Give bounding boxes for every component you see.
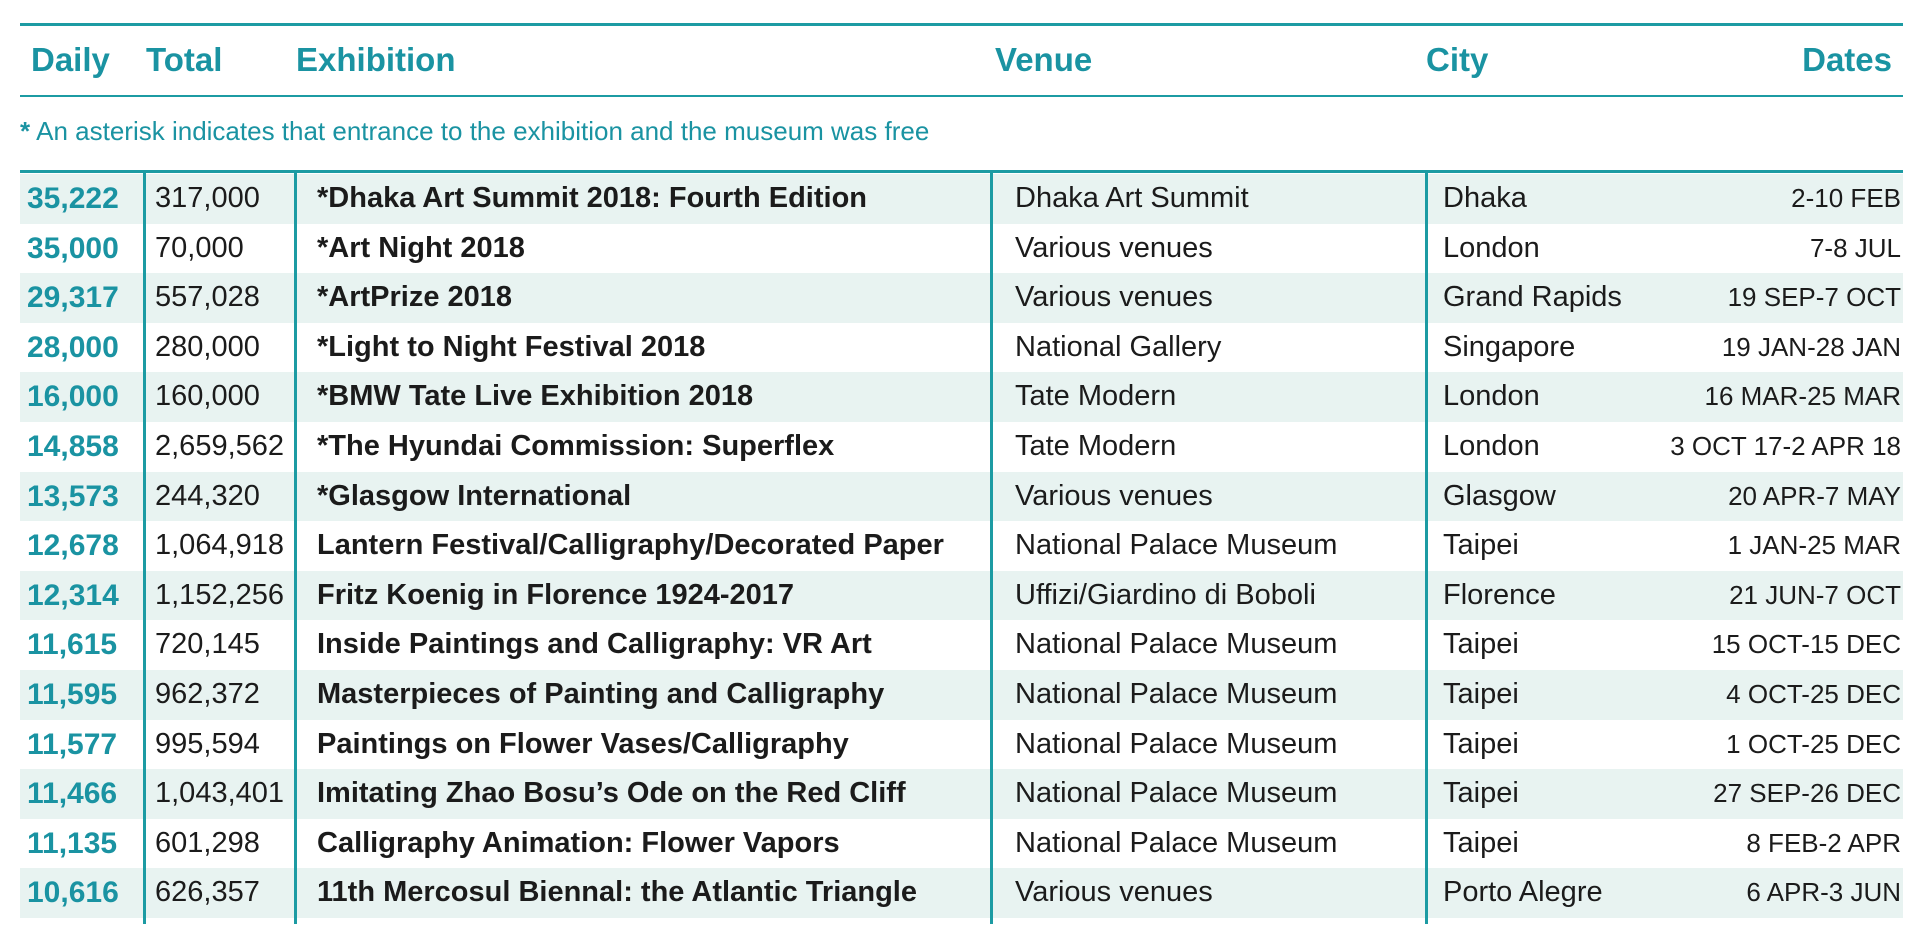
- dates-value: 15 OCT-15 DEC: [1711, 629, 1901, 660]
- dates-value: 21 JUN-7 OCT: [1729, 579, 1901, 610]
- exhibition-name: *Light to Night Festival 2018: [317, 330, 706, 363]
- header-city: City: [1426, 41, 1489, 78]
- dates-value: 8 FEB-2 APR: [1746, 827, 1901, 858]
- exhibition-name: Imitating Zhao Bosu’s Ode on the Red Cliff: [317, 777, 906, 810]
- column-divider-total: [143, 172, 146, 924]
- city-name: Florence: [1443, 578, 1556, 611]
- total-value: 1,152,256: [155, 578, 285, 611]
- city-name: Grand Rapids: [1443, 281, 1622, 314]
- dates-value: 2-10 FEB: [1791, 183, 1901, 213]
- exhibition-name: Inside Paintings and Calligraphy: VR Art: [317, 628, 872, 661]
- table-row: [20, 571, 1903, 621]
- table-row: [20, 273, 1903, 323]
- total-value: 557,028: [155, 281, 260, 314]
- total-value: 1,064,918: [155, 529, 285, 562]
- total-value: 160,000: [155, 380, 260, 413]
- dates-value: 19 SEP-7 OCT: [1727, 282, 1901, 313]
- table-row: [20, 422, 1903, 472]
- daily-value: 13,573: [27, 479, 119, 513]
- exhibition-name: Fritz Koenig in Florence 1924-2017: [317, 578, 795, 611]
- dates-value: 7-8 JUL: [1809, 232, 1901, 263]
- total-value: 995,594: [155, 727, 260, 760]
- daily-value: 11,595: [27, 677, 118, 711]
- total-value: 70,000: [155, 231, 244, 264]
- header-daily: Daily: [31, 41, 110, 78]
- dates-value: 20 APR-7 MAY: [1728, 480, 1901, 511]
- dates-value: 1 OCT-25 DEC: [1726, 728, 1901, 759]
- free-entry-note: [20, 114, 929, 148]
- venue-name: National Palace Museum: [1015, 826, 1338, 859]
- total-value: 601,298: [155, 826, 260, 859]
- venue-name: Uffizi/Giardino di Boboli: [1015, 578, 1316, 611]
- table-row: [20, 521, 1903, 571]
- venue-name: Various venues: [1015, 281, 1213, 314]
- city-name: London: [1443, 380, 1540, 413]
- header-total: Total: [146, 41, 223, 78]
- note-text: An asterisk indicates that entrance to the exhibition and the museum was free: [36, 116, 930, 146]
- venue-name: National Palace Museum: [1015, 529, 1338, 562]
- venue-name: Various venues: [1015, 231, 1213, 264]
- venue-name: Various venues: [1015, 479, 1213, 512]
- dates-value: 4 OCT-25 DEC: [1726, 678, 1901, 709]
- daily-value: 12,678: [27, 529, 119, 563]
- venue-name: Tate Modern: [1015, 380, 1177, 413]
- column-divider-city: [1425, 172, 1428, 924]
- table-row: [20, 819, 1903, 869]
- header-dates: Dates: [1802, 41, 1892, 78]
- total-value: 317,000: [155, 182, 260, 214]
- venue-name: Tate Modern: [1015, 429, 1177, 462]
- city-name: London: [1443, 429, 1540, 462]
- exhibition-name: Calligraphy Animation: Flower Vapors: [317, 826, 840, 859]
- city-name: Taipei: [1443, 826, 1519, 859]
- venue-name: National Palace Museum: [1015, 727, 1338, 760]
- table-row: [20, 372, 1903, 422]
- dates-value: 19 JAN-28 JAN: [1721, 331, 1901, 362]
- table-row: [20, 620, 1903, 670]
- exhibition-name: 11th Mercosul Biennal: the Atlantic Triangle: [317, 876, 917, 909]
- city-name: Taipei: [1443, 777, 1519, 810]
- daily-value: 16,000: [27, 380, 119, 414]
- exhibition-name: *ArtPrize 2018: [317, 281, 513, 314]
- header-exhibition: Exhibition: [296, 41, 456, 78]
- daily-value: 35,222: [27, 182, 119, 215]
- body-rule: [20, 170, 1903, 173]
- exhibition-name: *The Hyundai Commission: Superflex: [317, 429, 835, 462]
- exhibition-name: *Dhaka Art Summit 2018: Fourth Edition: [317, 182, 867, 214]
- dates-value: 16 MAR-25 MAR: [1704, 381, 1901, 412]
- venue-name: National Palace Museum: [1015, 628, 1338, 661]
- dates-value: 27 SEP-26 DEC: [1713, 778, 1901, 809]
- daily-value: 10,616: [27, 876, 119, 910]
- venue-name: National Palace Museum: [1015, 777, 1338, 810]
- dates-value: 6 APR-3 JUN: [1746, 877, 1901, 908]
- city-name: Dhaka: [1443, 182, 1527, 214]
- column-divider-exhibition: [294, 172, 297, 924]
- venue-name: Dhaka Art Summit: [1015, 182, 1249, 214]
- header-rule: [20, 95, 1903, 97]
- total-value: 962,372: [155, 677, 260, 710]
- table-row: [20, 323, 1903, 373]
- daily-value: 29,317: [27, 281, 119, 315]
- table-row: [20, 670, 1903, 720]
- total-value: 280,000: [155, 330, 260, 363]
- exhibition-name: Paintings on Flower Vases/Calligraphy: [317, 727, 849, 760]
- total-value: 720,145: [155, 628, 260, 661]
- total-value: 244,320: [155, 479, 260, 512]
- city-name: London: [1443, 231, 1540, 264]
- exhibition-name: Masterpieces of Painting and Calligraphy: [317, 677, 885, 710]
- daily-value: 11,135: [27, 826, 118, 860]
- dates-value: 3 OCT 17-2 APR 18: [1670, 430, 1901, 461]
- daily-value: 11,466: [27, 777, 118, 811]
- venue-name: National Gallery: [1015, 330, 1222, 363]
- exhibition-name: *BMW Tate Live Exhibition 2018: [317, 380, 754, 413]
- daily-value: 11,615: [27, 628, 118, 662]
- table-row: [20, 720, 1903, 770]
- city-name: Glasgow: [1443, 479, 1556, 512]
- table-row: [20, 868, 1903, 918]
- city-name: Taipei: [1443, 727, 1519, 760]
- daily-value: 12,314: [27, 578, 119, 612]
- column-divider-venue: [990, 172, 993, 924]
- daily-value: 14,858: [27, 429, 119, 463]
- daily-value: 11,577: [27, 727, 118, 761]
- table-body: [20, 174, 1903, 918]
- city-name: Taipei: [1443, 677, 1519, 710]
- table-row: [20, 472, 1903, 522]
- header-venue: Venue: [995, 41, 1093, 78]
- total-value: 1,043,401: [155, 777, 285, 810]
- venue-name: National Palace Museum: [1015, 677, 1338, 710]
- asterisk-marker: *: [20, 116, 31, 146]
- city-name: Taipei: [1443, 529, 1519, 562]
- city-name: Singapore: [1443, 330, 1576, 363]
- exhibition-name: Lantern Festival/Calligraphy/Decorated Paper: [317, 529, 944, 562]
- top-rule: [20, 23, 1903, 26]
- venue-name: Various venues: [1015, 876, 1213, 909]
- city-name: Porto Alegre: [1443, 876, 1603, 909]
- exhibition-name: *Art Night 2018: [317, 231, 525, 264]
- total-value: 2,659,562: [155, 429, 285, 462]
- table-row: [20, 769, 1903, 819]
- table-row: [20, 224, 1903, 274]
- table-row: [20, 174, 1903, 224]
- daily-value: 28,000: [27, 330, 119, 364]
- total-value: 626,357: [155, 876, 260, 909]
- exhibition-name: *Glasgow International: [317, 479, 632, 512]
- city-name: Taipei: [1443, 628, 1519, 661]
- dates-value: 1 JAN-25 MAR: [1727, 530, 1901, 561]
- daily-value: 35,000: [27, 231, 119, 265]
